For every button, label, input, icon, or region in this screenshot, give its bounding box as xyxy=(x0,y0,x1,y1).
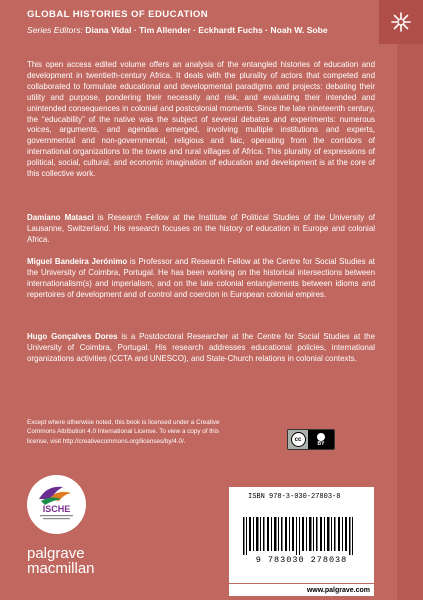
cc-icon: cc xyxy=(291,432,306,447)
publisher-logo xyxy=(27,546,95,576)
series-title: GLOBAL HISTORIES OF EDUCATION xyxy=(27,9,209,20)
author-bio-text: is Research Fellow at the Institute of Political Studies of the University of Lausanne, Switzerland. His research focuses on the history of education in Europe and colonial Africa. xyxy=(27,213,375,244)
license-notice: Except where otherwise noted, this book is licensed under a Creative Commons Attribution 4.0 International License. To view a copy of this license, visit http://creativecommons.org/licenses/by/4.0/. xyxy=(27,419,220,445)
author-bio xyxy=(27,257,375,301)
ische-wordmark: ISCHE xyxy=(42,504,71,514)
ische-logo xyxy=(27,475,86,534)
publisher-line2: macmillan xyxy=(27,560,95,577)
series-editors-label: Series Editors: xyxy=(27,25,83,35)
springer-logo-icon xyxy=(379,0,423,44)
author-name: Miguel Bandeira Jerónimo xyxy=(27,257,128,266)
by-label: BY xyxy=(317,440,325,447)
publisher-line1: palgrave xyxy=(27,545,85,562)
cc-by-badge xyxy=(287,429,335,450)
barcode-bars xyxy=(229,515,374,555)
barcode xyxy=(229,515,374,583)
isbn-label-area xyxy=(229,487,374,515)
publisher-website[interactable]: www.palgrave.com xyxy=(229,584,374,596)
author-bio-text: is a Postdoctoral Researcher at the Centre for Social Studies at the University of Coimbra, Portugal. His research addresses educational policies, international organizations activities (CCTA and UNESCO), and State-Church relations in colonial contexts. xyxy=(27,332,376,363)
author-bio-text: is Professor and Research Fellow at the Centre for Social Studies at the University of Coimbra, Portugal. He has been working on the historical intersections between internationalism(s) and imperialism, and on the late colonial entanglements between idioms and repertoires of development and of control and coercion in European colonial empires. xyxy=(27,257,375,299)
author-name: Hugo Gonçalves Dores xyxy=(27,332,118,341)
blurb-paragraph: This open access edited volume offers an analysis of the entangled histories of education and development in twentieth-century Africa. It deals with the plurality of actors that competed and collaborated to formulate educational and developmental paradigms and projects: debating their utility and purpose, pondering their necessity and risk, and evaluating their intended and unintended consequences in colonial and postcolonial moments. Since the late nineteenth century, the “educability” of the native was the subject of several debates and experiments: numerous voices, arguments, and agendas emerged, involving multiple institutions and experts, governmental and non-governmental, religious and laic, operating from the corridors of international organizations to the towns and rural villages of Africa. This plurality of expressions of political, social, cultural, and economic imagination of education and development is at the core of this collective work. xyxy=(27,60,375,179)
series-editors xyxy=(27,25,328,35)
author-bio xyxy=(27,213,375,246)
barcode-digits: 9 783030 278038 xyxy=(255,555,348,565)
author-bio xyxy=(27,332,375,365)
series-editors-names: Diana Vidal · Tim Allender · Eckhardt Fuchs · Noah W. Sobe xyxy=(85,25,328,35)
spine-edge xyxy=(397,0,423,600)
author-name: Damiano Matasci xyxy=(27,213,94,222)
isbn-text: ISBN 978-3-030-27803-8 xyxy=(248,493,341,501)
ische-emblem-icon xyxy=(27,475,86,534)
attribution-person-icon xyxy=(317,433,325,441)
